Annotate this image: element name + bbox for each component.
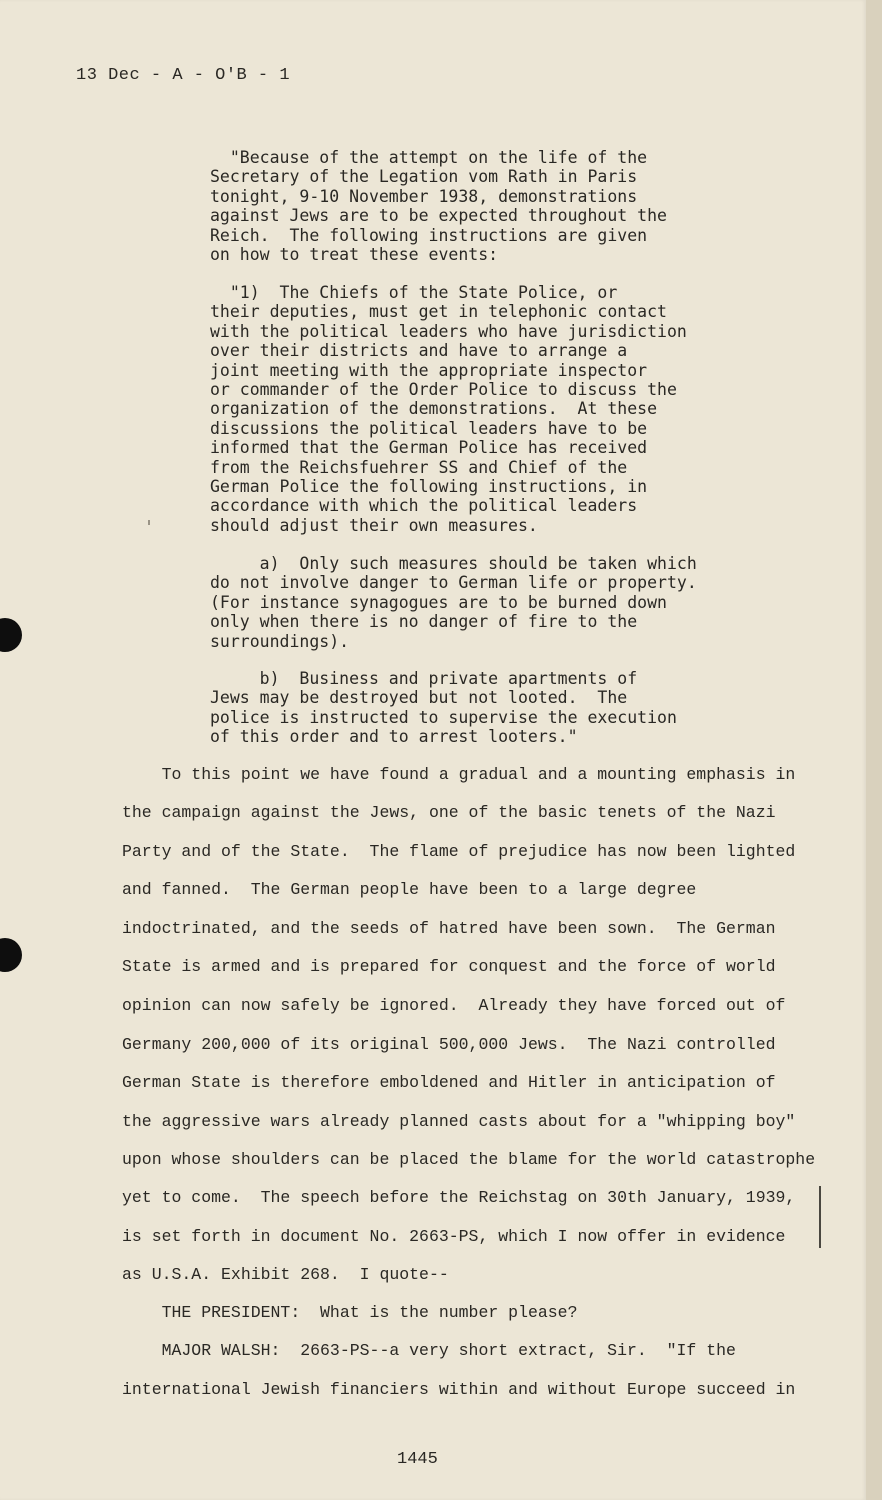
quoted-instruction-item-1: "1) The Chiefs of the State Police, or their deputies, must get in telephonic contact with the political leaders who have jurisdiction over their districts and have to arrange a joint meeting with the appropriate inspector or commander of the Order Police to discuss the organization of the demonstrations. At these discussions the political leaders have to be informed that the German Police has received from the Reichsfuehrer SS and Chief of the German Police the following instructions, in accordance with which the political leaders should adjust their own measures. bbox=[210, 283, 687, 535]
paper-edge bbox=[866, 0, 882, 1500]
body-text-line: To this point we have found a gradual and a mounting emphasis in bbox=[122, 765, 796, 784]
body-text-line: and fanned. The German people have been to a large degree bbox=[122, 880, 697, 899]
body-text-line: German State is therefore emboldened and Hitler in anticipation of bbox=[122, 1073, 776, 1092]
major-walsh-reply-line: MAJOR WALSH: 2663-PS--a very short extract, Sir. "If the bbox=[122, 1341, 736, 1360]
body-text-line: international Jewish financiers within and without Europe succeed in bbox=[122, 1380, 796, 1399]
body-text-line: upon whose shoulders can be placed the blame for the world catastrophe bbox=[122, 1150, 816, 1169]
document-reference-header: 13 Dec - A - O'B - 1 bbox=[76, 66, 291, 85]
body-text-line: is set forth in document No. 2663-PS, which I now offer in evidence bbox=[122, 1227, 786, 1246]
president-question-line: THE PRESIDENT: What is the number please? bbox=[122, 1303, 578, 1322]
body-text-line: Party and of the State. The flame of prejudice has now been lighted bbox=[122, 842, 796, 861]
margin-pencil-mark bbox=[819, 1186, 821, 1248]
body-text-line: opinion can now safely be ignored. Already they have forced out of bbox=[122, 996, 786, 1015]
quoted-instruction-intro: "Because of the attempt on the life of the Secretary of the Legation vom Rath in Paris tonight, 9-10 November 1938, demonstrations against Jews are to be expected throughout the Reich. The following instructions are given on how to treat these events: bbox=[210, 148, 667, 265]
quoted-instruction-item-b: b) Business and private apartments of Jews may be destroyed but not looted. The police is instructed to supervise the execution of this order and to arrest looters." bbox=[210, 669, 677, 747]
body-text-line: yet to come. The speech before the Reichstag on 30th January, 1939, bbox=[122, 1188, 796, 1207]
paper-speck bbox=[148, 520, 150, 525]
body-text-line: indoctrinated, and the seeds of hatred have been sown. The German bbox=[122, 919, 776, 938]
body-text-line: the aggressive wars already planned casts about for a "whipping boy" bbox=[122, 1112, 796, 1131]
page-number: 1445 bbox=[397, 1450, 438, 1469]
quoted-instruction-item-a: a) Only such measures should be taken which do not involve danger to German life or property. (For instance synagogues are to be burned down only when there is no danger of fire to the surroundings). bbox=[210, 554, 697, 651]
body-text-line: State is armed and is prepared for conquest and the force of world bbox=[122, 957, 776, 976]
body-text-line: Germany 200,000 of its original 500,000 Jews. The Nazi controlled bbox=[122, 1035, 776, 1054]
body-text-line: as U.S.A. Exhibit 268. I quote-- bbox=[122, 1265, 449, 1284]
body-text-line: the campaign against the Jews, one of the basic tenets of the Nazi bbox=[122, 803, 776, 822]
